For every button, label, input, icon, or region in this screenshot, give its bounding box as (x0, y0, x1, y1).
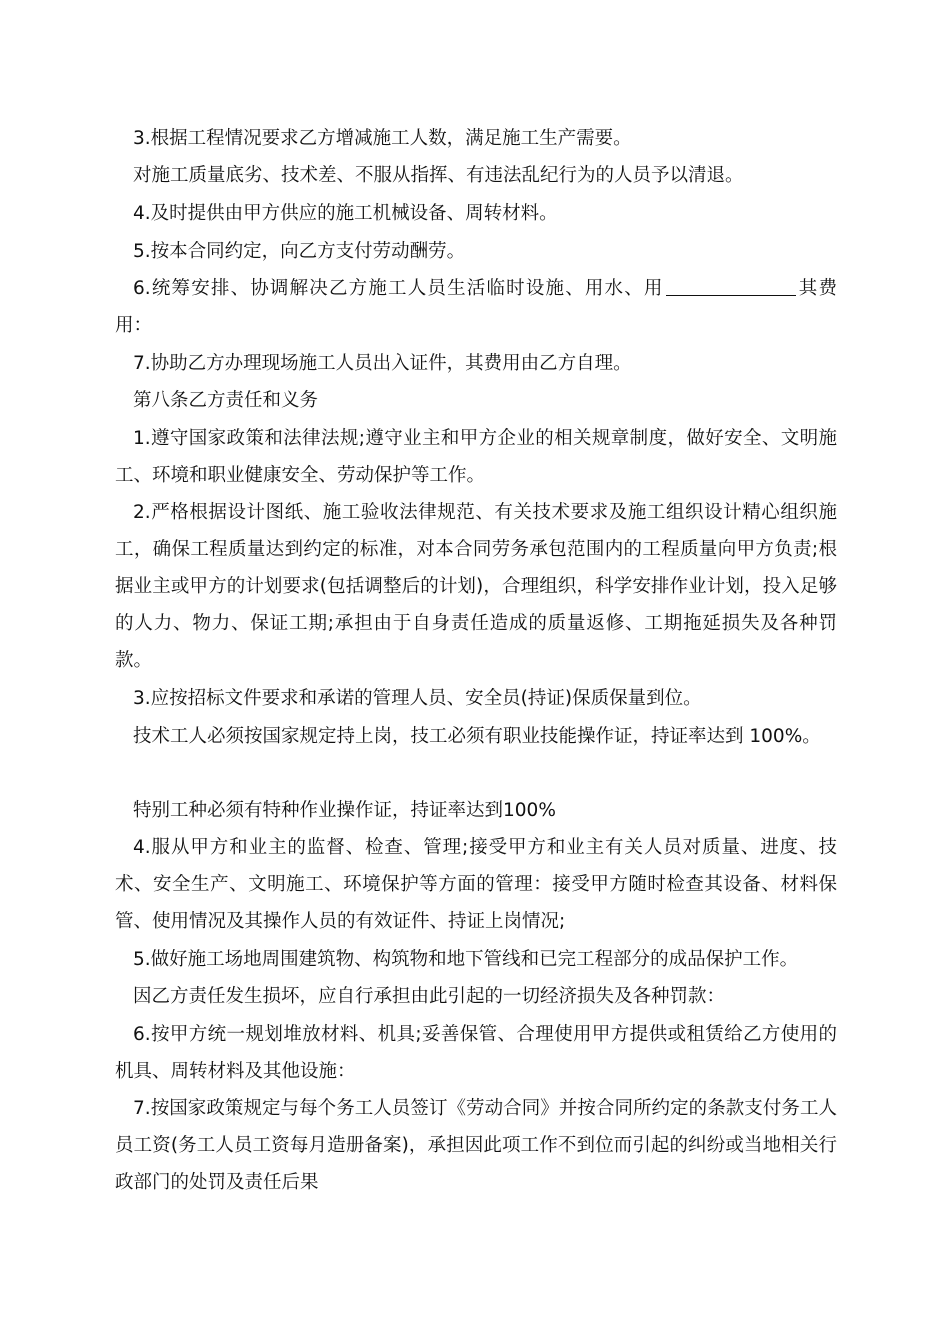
paragraph-14: 因乙方责任发生损坏，应自行承担由此引起的一切经济损失及各种罚款： (133, 986, 726, 1007)
section-heading-8: 第八条乙方责任和义务 (133, 390, 319, 411)
paragraph-13: 5.做好施工场地周围建筑物、构筑物和地下管线和已完工程部分的成品保护工作。 (133, 949, 799, 970)
paragraph-15: 6.按甲方统一规划堆放材料、机具;妥善保管、合理使用甲方提供或租赁给乙方使用的机具、周转材料及其他设施： (115, 1024, 837, 1082)
paragraph-3: 4.及时提供由甲方供应的施工机械设备、周转材料。 (133, 203, 558, 224)
paragraph-11: 特别工种必须有特种作业操作证，持证率达到100% (133, 800, 556, 821)
fill-in-blank (666, 275, 796, 296)
paragraph-5 (115, 270, 837, 344)
paragraph-9: 3.应按招标文件要求和承诺的管理人员、安全员(持证)保质保量到位。 (133, 688, 702, 709)
paragraph-8: 2.严格根据设计图纸、施工验收法律规范、有关技术要求及施工组织设计精心组织施工，确保工程质量达到约定的标准，对本合同劳务承包范围内的工程质量向甲方负责;根据业主或甲方的计划要求(包括调整后的计划)，合理组织，科学安排作业计划，投入足够的人力、物力、保证工期;承担由于自身责任造成的质量返修、工期拖延损失及各种罚款。 (115, 502, 837, 671)
paragraph-2: 对施工质量底劣、技术差、不服从指挥、有违法乱纪行为的人员予以清退。 (133, 165, 744, 186)
paragraph-5-text: 6.统筹安排、协调解决乙方施工人员生活临时设施、用水、用 (133, 278, 664, 299)
paragraph-12: 4.服从甲方和业主的监督、检查、管理;接受甲方和业主有关人员对质量、进度、技术、安全生产、文明施工、环境保护等方面的管理：接受甲方随时检查其设备、材料保管、使用情况及其操作人员的有效证件、持证上岗情况; (115, 837, 837, 932)
paragraph-4: 5.按本合同约定，向乙方支付劳动酬劳。 (133, 241, 466, 262)
paragraph-1: 3.根据工程情况要求乙方增减施工人数，满足施工生产需要。 (133, 128, 632, 149)
paragraph-16: 7.按国家政策规定与每个务工人员签订《劳动合同》并按合同所约定的条款支付务工人员工资(务工人员工资每月造册备案)，承担因此项工作不到位而引起的纠纷或当地相关行政部门的处罚及责任后果 (115, 1098, 837, 1193)
paragraph-7: 1.遵守国家政策和法律法规;遵守业主和甲方企业的相关规章制度，做好安全、文明施工、环境和职业健康安全、劳动保护等工作。 (115, 428, 837, 486)
paragraph-5-tail: 其费用： (115, 278, 837, 336)
paragraph-10: 技术工人必须按国家规定持上岗，技工必须有职业技能操作证，持证率达到 100%。 (133, 726, 821, 747)
paragraph-6: 7.协助乙方办理现场施工人员出入证件，其费用由乙方自理。 (133, 353, 632, 374)
